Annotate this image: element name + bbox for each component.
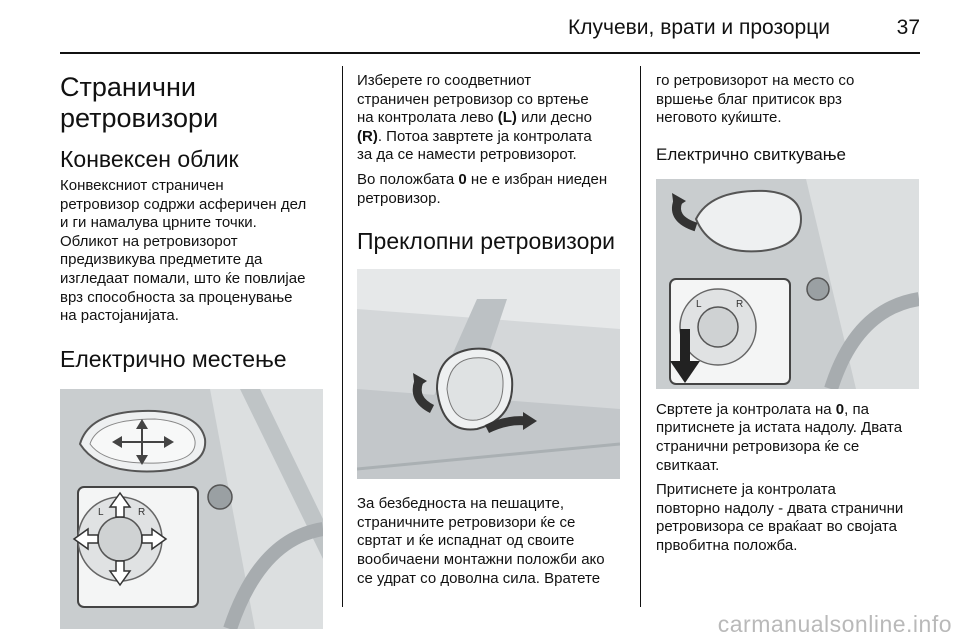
paragraph-select-mirror: Изберете го соодветниот страничен ретровизор со вртење на контролата лево (L) или десно (R). Потоа завртете ја контролата за да се намести ретровизорот. [357,72,592,164]
folding-mirror-illustration [357,269,620,479]
title-line-1: Странични [60,72,196,102]
paragraph-fold-step-1: Свртете ја контролата на 0, па притиснете ја истата надолу. Двата странични ретровизора ќе се свиткаат. [656,400,903,474]
dial-label-r2: R [736,298,744,310]
header-rule [60,52,920,54]
column-divider-2 [640,66,641,607]
title-line-2: ретровизори [60,103,219,133]
column-1 [60,72,328,629]
figure-folding-mirror [357,269,620,479]
section-title-side-mirrors [60,72,328,134]
paragraph-convex-1: Конвексниот страничен ретровизор содржи асферичен дел и ги намалува црните точки. [60,177,307,232]
paragraph-convex-2: Обликот на ретровизорот предизвикува предметите да изгледаат помали, што ќе повлијае врз способноста за проценување на растојанијата. [60,232,306,325]
dial-label-l2: L [696,298,702,310]
paragraph-pedestrian-safety: За безбедноста на пешаците, страничните ретровизори ќе се свртат и ќе испаднат од своите вообичаени монтажни положби ако се удрат со доволна сила. Вратете [357,495,605,587]
column-divider-1 [342,66,343,607]
column-2 [357,72,627,588]
figure-mirror-adjust-control [60,389,323,629]
page-number: 37 [896,16,920,39]
dial-label-r: R [138,506,146,518]
heading-folding-mirrors: Преклопни ретровизори [357,228,616,255]
dial-label-l: L [98,506,104,518]
paragraph-fold-step-2: Притиснете ја контролата повторно надолу - двата странични ретровизора се враќаат во својата првобитна положба. [656,481,904,554]
footer-watermark: carmanualsonline.info [717,611,952,637]
electric-folding-illustration [656,179,919,389]
paragraph-position-zero: Во положбата 0 не е избран ниеден ретровизор. [357,170,608,207]
heading-convex-shape: Конвексен облик [60,146,239,172]
paragraph-continuation: го ретровизорот на место со вршење благ притисок врз неговото куќиште. [656,72,855,127]
heading-electric-adjustment: Електрично местење [60,345,287,372]
figure-electric-folding-control [656,179,919,389]
page-header-title: Клучеви, врати и прозорци [568,16,830,39]
heading-electric-folding: Електрично свиткување [656,144,847,164]
mirror-adjust-illustration [60,389,323,629]
column-3 [656,72,924,556]
